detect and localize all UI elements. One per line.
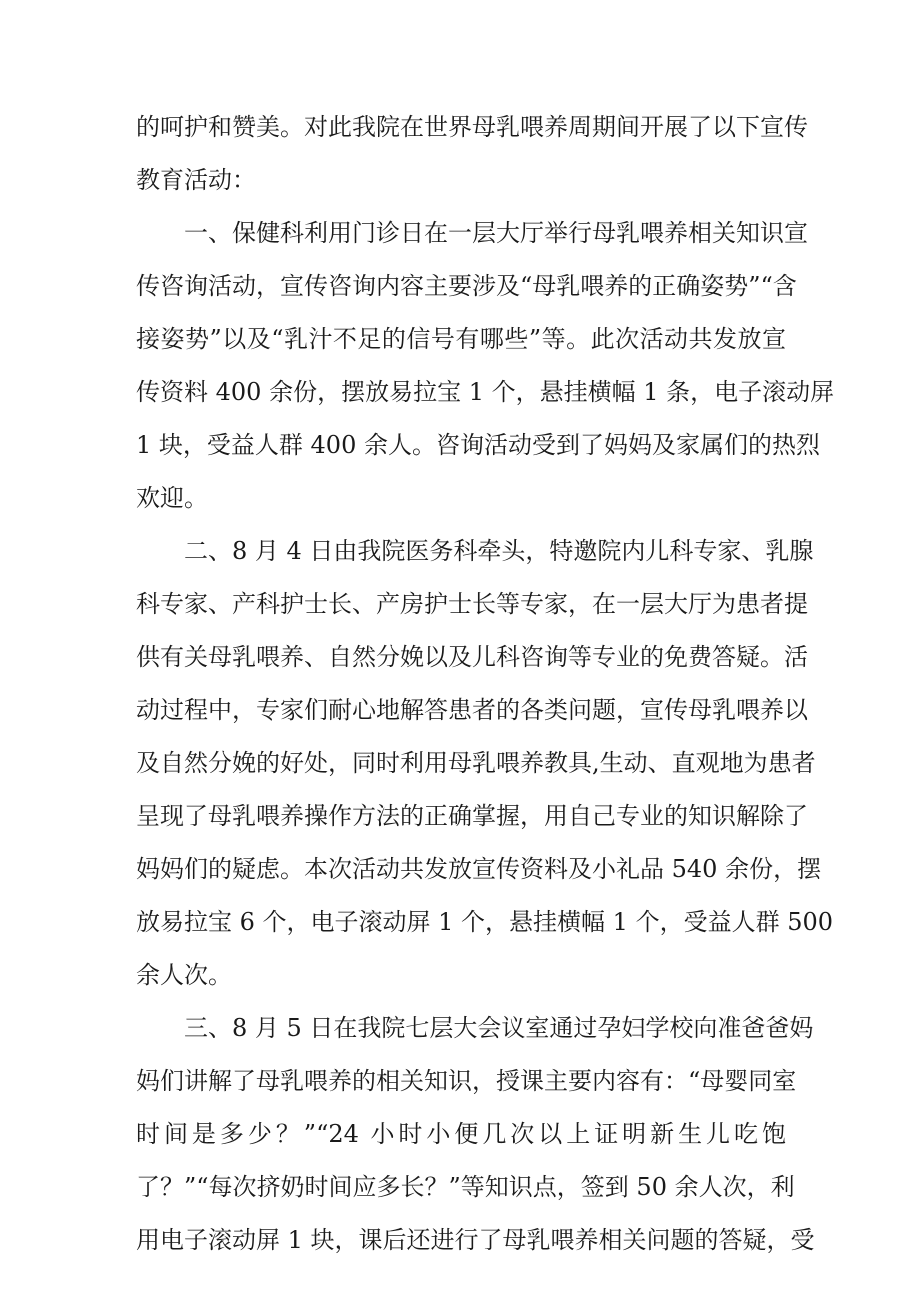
text-line: 妈妈们的疑虑。本次活动共发放宣传资料及小礼品 540 余份，摆 (136, 855, 822, 883)
text-line: 用电子滚动屏 1 块，课后还进行了母乳喂养相关问题的答疑，受 (136, 1226, 815, 1254)
text-line: 接姿势”以及“乳汁不足的信号有哪些”等。此次活动共发放宣 (136, 325, 786, 353)
text-line: 放易拉宝 6 个，电子滚动屏 1 个，悬挂横幅 1 个，受益人群 500 (136, 908, 834, 936)
text-line: 传咨询活动，宣传咨询内容主要涉及“母乳喂养的正确姿势”“含 (136, 272, 797, 300)
text-line: 供有关母乳喂养、自然分娩以及儿科咨询等专业的免费答疑。活 (136, 643, 808, 671)
text-line: 及自然分娩的好处，同时利用母乳喂养教具,生动、直观地为患者 (136, 749, 816, 777)
text-line: 余人次。 (136, 961, 232, 989)
text-line: 妈们讲解了母乳喂养的相关知识，授课主要内容有：“母婴同室 (136, 1067, 797, 1095)
text-line: 动过程中，专家们耐心地解答患者的各类问题，宣传母乳喂养以 (136, 696, 808, 724)
text-line: 呈现了母乳喂养操作方法的正确掌握，用自己专业的知识解除了 (136, 802, 808, 830)
text-line: 教育活动： (136, 166, 256, 194)
text-line: 1 块，受益人群 400 余人。咨询活动受到了妈妈及家属们的热烈 (136, 431, 820, 459)
text-line: 科专家、产科护士长、产房护士长等专家，在一层大厅为患者提 (136, 590, 808, 618)
text-line: 欢迎。 (136, 484, 208, 512)
text-line: 了？”“每次挤奶时间应多长？”等知识点，签到 50 余人次，利 (136, 1173, 795, 1201)
text-line: 时间是多少？”“24 小时小便几次以上证明新生儿吃饱 (136, 1120, 786, 1148)
paragraph-3-start: 三、8 月 5 日在我院七层大会议室通过孕妇学校向准爸爸妈 (184, 1014, 814, 1042)
text-line: 传资料 400 余份，摆放易拉宝 1 个，悬挂横幅 1 条，电子滚动屏 (136, 378, 835, 406)
paragraph-1-start: 一、保健科利用门诊日在一层大厅举行母乳喂养相关知识宣 (184, 219, 808, 247)
paragraph-2-start: 二、8 月 4 日由我院医务科牵头，特邀院内儿科专家、乳腺 (184, 537, 814, 565)
text-line: 的呵护和赞美。对此我院在世界母乳喂养周期间开展了以下宣传 (136, 113, 808, 141)
